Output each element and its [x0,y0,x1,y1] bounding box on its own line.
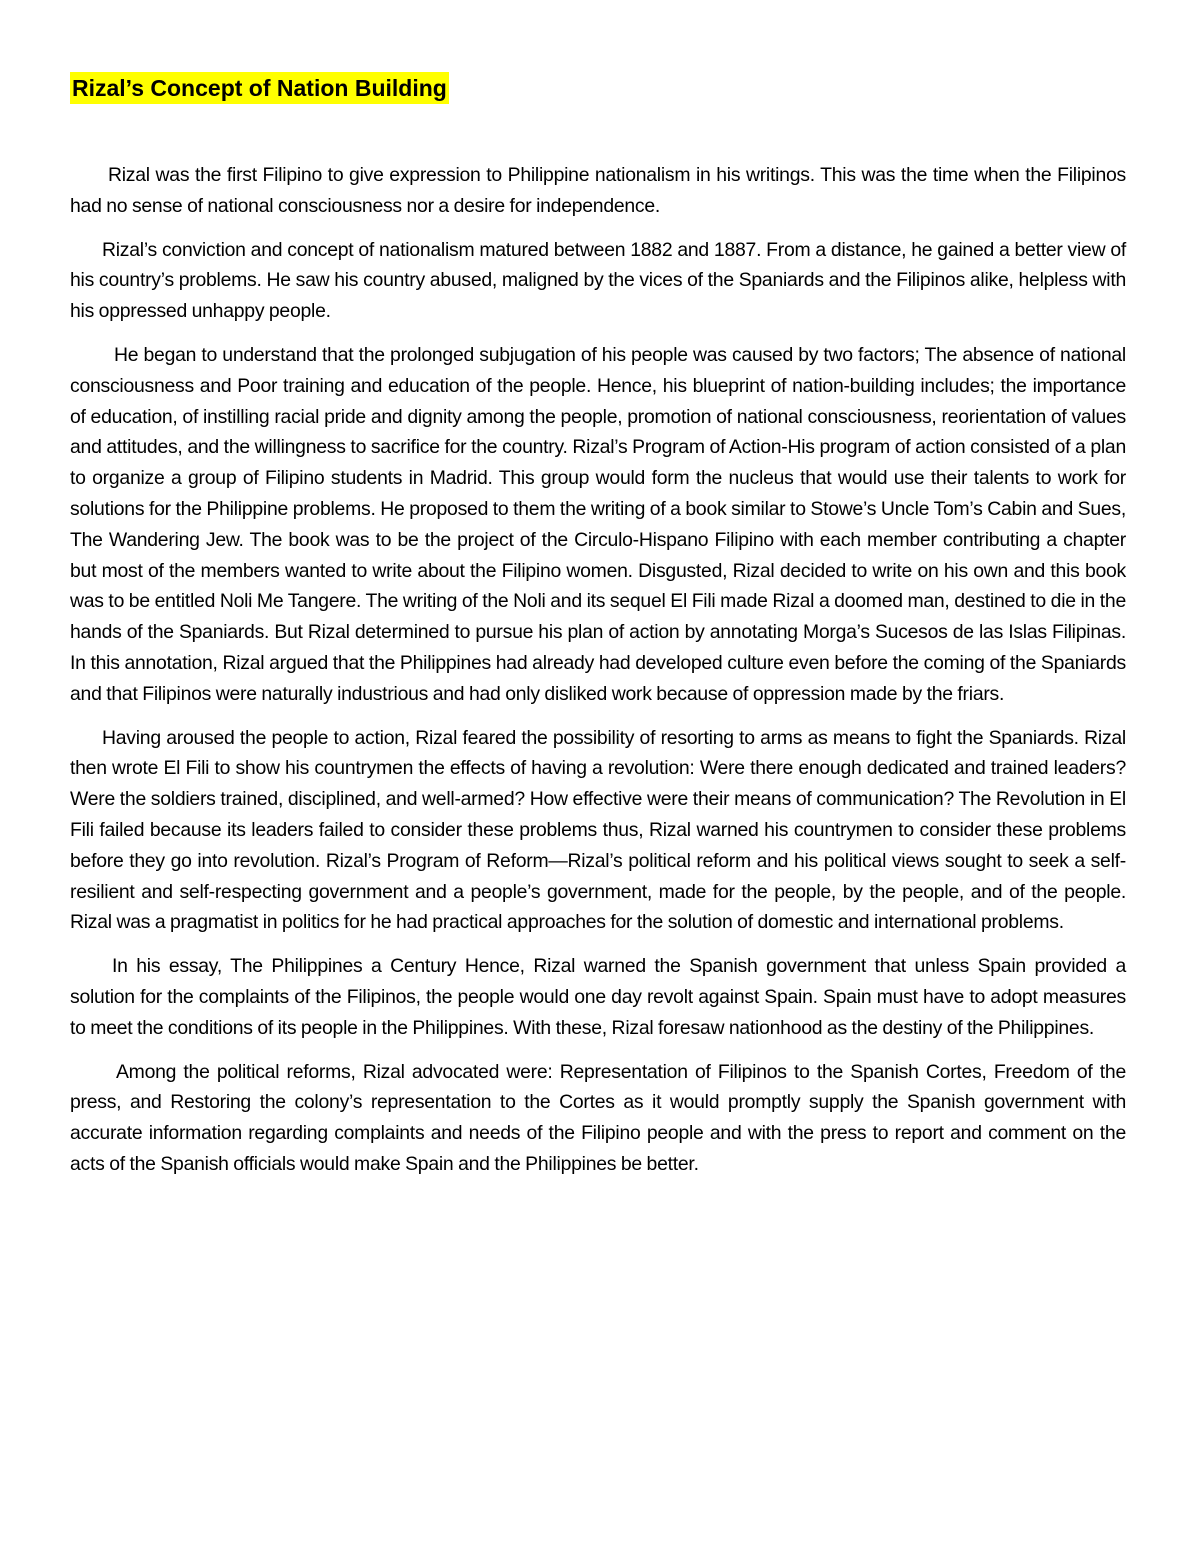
paragraph-program-of-action: He began to understand that the prolonged subjugation of his people was caused by two factors; The absence of national consciousness and Poor training and education of the people. Hence, his blueprint of nation-building includes; the importance of education, of instilling racial pride and dignity among the people, promotion of national consciousness, reorientation of values and attitudes, and the willingness to sacrifice for the country. Rizal’s Program of Action-His program of action consisted of a plan to organize a group of Filipino students in Madrid. This group would form the nucleus that would use their talents to work for solutions for the Philippine problems. He proposed to them the writing of a book similar to Stowe’s Uncle Tom’s Cabin and Sues, The Wandering Jew. The book was to be the project of the Circulo-Hispano Filipino with each member contributing a chapter but most of the members wanted to write about the Filipino women. Disgusted, Rizal decided to write on his own and this book was to be entitled Noli Me Tangere. The writing of the Noli and its sequel El Fili made Rizal a doomed man, destined to die in the hands of the Spaniards. But Rizal determined to pursue his plan of action by annotating Morga’s Sucesos de las Islas Filipinas. In this annotation, Rizal argued that the Philippines had already had developed culture even before the coming of the Spaniards and that Filipinos were naturally industrious and had only disliked work because of oppression made by the friars. [70,343,1126,705]
document-body [70,160,1126,1180]
paragraph-century-hence: In his essay, The Philippines a Century Hence, Rizal warned the Spanish government that unless Spain provided a solution for the complaints of the Filipinos, the people would one day revolt against Spain. Spain must have to adopt measures to meet the conditions of its people in the Philippines. With these, Rizal foresaw nationhood as the destiny of the Philippines. [70,955,1126,1039]
paragraph-program-of-reform: Having aroused the people to action, Rizal feared the possibility of resorting to arms as means to fight the Spaniards. Rizal then wrote El Fili to show his countrymen the effects of having a revolution: Were there enough dedicated and trained leaders? Were the soldiers trained, disciplined, and well-armed? How effective were their means of communication? The Revolution in El Fili failed because its leaders failed to consider these problems thus, Rizal warned his countrymen to consider these problems before they go into revolution. Rizal’s Program of Reform—Rizal’s political reform and his political views sought to seek a self-resilient and self-respecting government and a people’s government, made for the people, by the people, and of the people. Rizal was a pragmatist in politics for he had practical approaches for the solution of domestic and international problems. [70,726,1126,934]
paragraph-political-reforms: Among the political reforms, Rizal advocated were: Representation of Filipinos to the Spanish Cortes, Freedom of the press, and Restoring the colony’s representation to the Cortes as it would promptly supply the Spanish government with accurate information regarding complaints and needs of the Filipino people and with the press to report and comment on the acts of the Spanish officials would make Spain and the Philippines be better. [70,1060,1126,1175]
paragraph-conviction: Rizal’s conviction and concept of nationalism matured between 1882 and 1887. From a distance, he gained a better view of his country’s problems. He saw his country abused, maligned by the vices of the Spaniards and the Filipinos alike, helpless with his oppressed unhappy people. [70,238,1126,323]
paragraph-intro: Rizal was the first Filipino to give expression to Philippine nationalism in his writings. This was the time when the Filipinos had no sense of national consciousness nor a desire for independence. [70,164,1126,217]
document-title: Rizal’s Concept of Nation Building [70,72,449,104]
